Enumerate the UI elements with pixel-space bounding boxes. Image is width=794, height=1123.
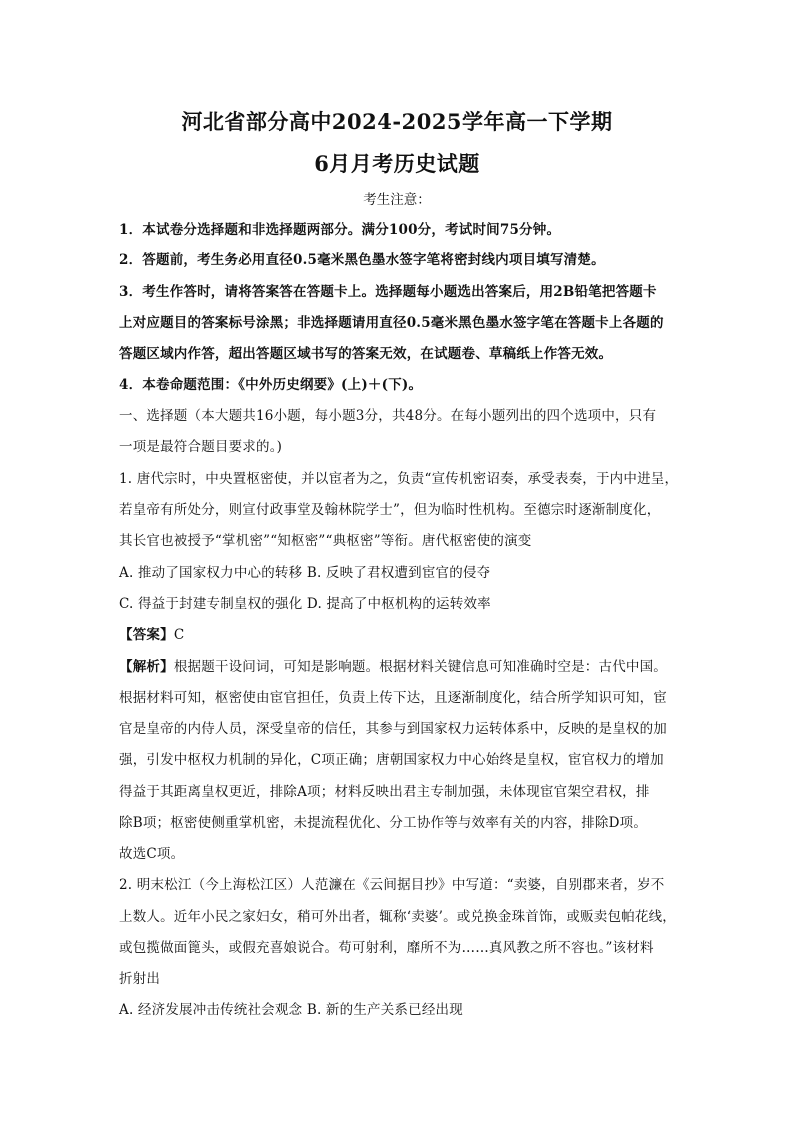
q1-options-cd: C. 得益于封建专制皇权的强化 D. 提高了中枢机构的运转效率 [119, 596, 491, 612]
q1-stem-line2: 若皇帝有所处分，则宣付政事堂及翰林院学士”，但为临时性机构。至德宗时逐渐制度化， [119, 502, 661, 518]
q1-analysis-line3: 官是皇帝的内侍人员，深受皇帝的信任，其参与到国家权力运转体系中，反映的是皇权的加 [119, 721, 667, 737]
q2-options-ab: A. 经济发展冲击传统社会观念 B. 新的生产关系已经出现 [119, 1002, 463, 1018]
section-heading: 一、选择题（本大题共16小题，每小题3分，共48分。在每小题列出的四个选项中，只有 [119, 408, 657, 424]
notice-item-3-cont2: 答题区域内作答，超出答题区域书写的答案无效，在试题卷、草稿纸上作答无效。 [119, 346, 613, 362]
q2-stem-line1: 2. 明末松江（今上海松江区）人范濂在《云间据目抄》中写道：“卖婆，自别郡来者，岁不 [119, 877, 665, 893]
notice-item-3: 3．考生作答时，请将答案答在答题卡上。选择题每小题选出答案后，用2B铅笔把答题卡 [119, 284, 657, 300]
q1-options-ab: A. 推动了国家权力中心的转移 B. 反映了君权遭到宦官的侵夺 [119, 565, 491, 581]
q1-analysis-line7: 故选C项。 [119, 846, 185, 862]
document-title-line1: 河北省部分高中2024-2025学年高一下学期 [181, 109, 613, 134]
q1-analysis-line5: 得益于其距离皇权更近，排除A项；材料反映出君主专制加强，未体现宦官架空君权，排 [119, 784, 650, 800]
document-title-line2: 6月月考历史试题 [314, 151, 480, 176]
notice-item-3-cont: 上对应题目的答案标号涂黑；非选择题请用直径0.5毫米黑色墨水签字笔在答题卡上各题的 [119, 315, 664, 331]
answer-label: 【答案】 [119, 627, 174, 643]
analysis-label: 【解析】 [119, 659, 174, 675]
q1-answer [119, 623, 184, 643]
q1-analysis-line1 [119, 655, 667, 675]
q2-stem-line2: 上数人。近年小民之家妇女，稍可外出者，辄称‘卖婆’。或兑换金珠首饰，或贩卖包帕花线， [119, 909, 676, 925]
q1-analysis-line2: 根据材料可知，枢密使由宦官担任，负责上传下达，且逐渐制度化，结合所学知识可知，宦 [119, 690, 667, 706]
notice-heading: 考生注意： [363, 192, 431, 208]
notice-item-1: 1．本试卷分选择题和非选择题两部分。满分100分，考试时间75分钟。 [119, 222, 561, 238]
answer-value: C [173, 627, 185, 643]
notice-item-4: 4．本卷命题范围：《中外历史纲要》(上)＋(下)。 [119, 377, 423, 393]
q2-stem-line3: 或包揽做面篦头，或假充喜娘说合。苟可射利，靡所不为……真风教之所不容也。”该材料 [119, 940, 654, 956]
q2-stem-line4: 折射出 [119, 971, 161, 987]
notice-item-2: 2．答题前，考生务必用直径0.5毫米黑色墨水签字笔将密封线内项目填写清楚。 [119, 252, 605, 268]
section-heading-cont: 一项是最符合题目要求的。) [119, 439, 283, 455]
q1-analysis-line4: 强，引发中枢权力机制的异化，C项正确；唐朝国家权力中心始终是皇权，宦官权力的增加 [119, 752, 664, 768]
q1-stem-line1: 1. 唐代宗时，中央置枢密使，并以宦者为之，负责“宣传机密诏奏，承受表奏，于内中进呈， [119, 471, 679, 487]
analysis-text: 根据题干设问词，可知是影响题。根据材料关键信息可知准确时空是：古代中国。 [173, 659, 668, 675]
q1-analysis-line6: 除B项；枢密使侧重掌机密，未提流程优化、分工协作等与效率有关的内容，排除D项。 [119, 815, 648, 831]
q1-stem-line3: 其长官也被授予“掌机密”“知枢密”“典枢密”等衔。唐代枢密使的演变 [119, 533, 532, 549]
